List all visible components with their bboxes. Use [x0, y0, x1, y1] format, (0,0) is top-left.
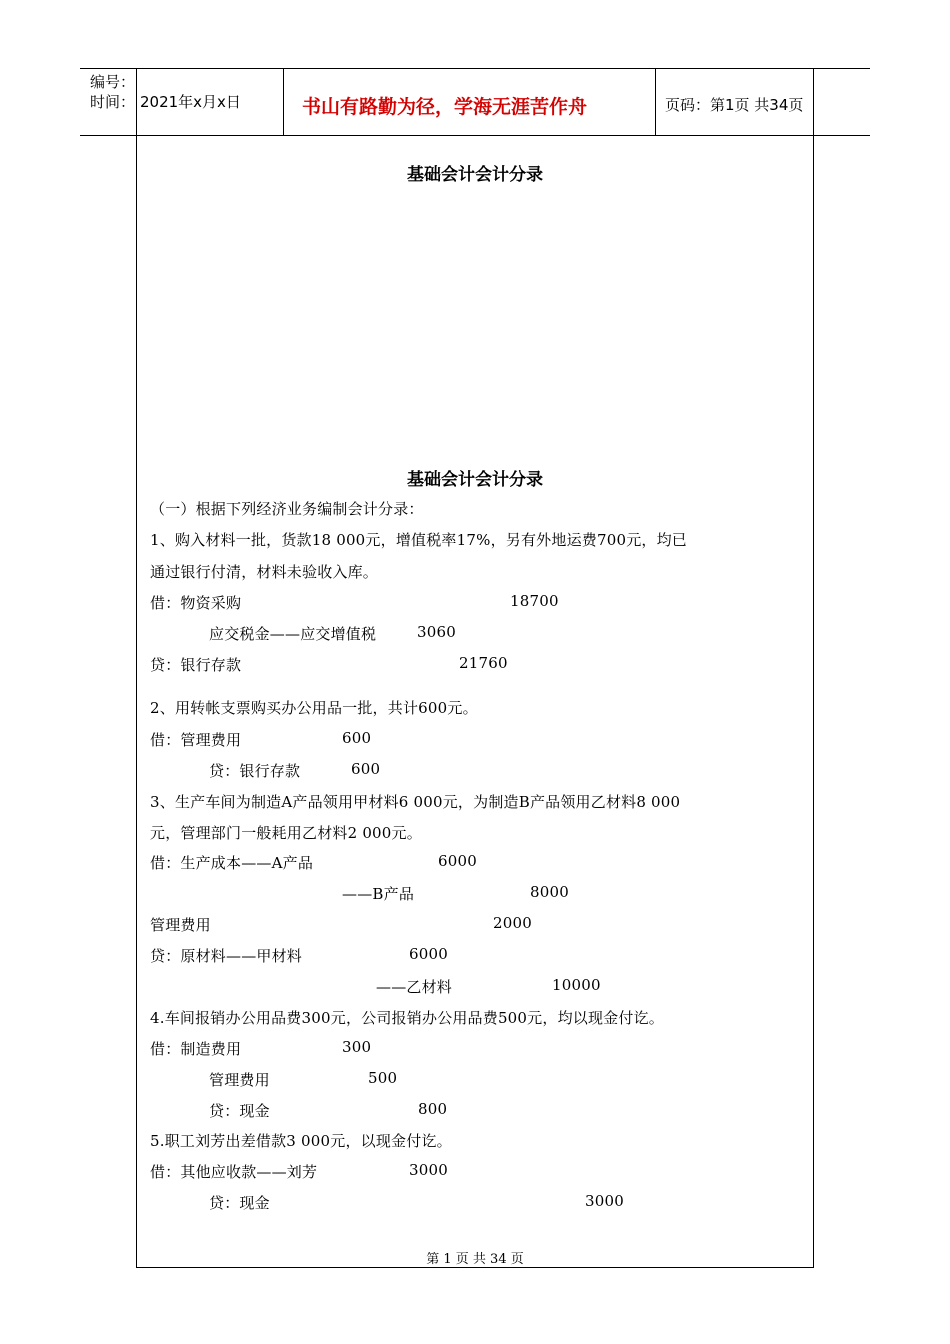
entry-label: 贷：现金	[209, 1194, 270, 1212]
text-line: 5.职工刘芳出差借款3 000元，以现金付讫。	[150, 1132, 452, 1150]
page-border-bottom	[136, 1267, 814, 1268]
text-line: （一）根据下列经济业务编制会计分录：	[150, 500, 424, 518]
entry-amount: 3000	[409, 1161, 448, 1179]
text-line: 元，管理部门一般耗用乙材料2 000元。	[150, 824, 422, 842]
entry-label: 贷：银行存款	[209, 762, 301, 780]
header-bottom-rule	[80, 135, 870, 136]
page-footer: 第 1 页 共 34 页	[426, 1252, 524, 1267]
header-page-label: 页码：第1页 共34页	[665, 96, 804, 114]
entry-amount: 800	[418, 1100, 448, 1118]
entry-label: ——B产品	[342, 885, 415, 903]
entry-amount: 300	[342, 1038, 372, 1056]
entry-amount: 8000	[530, 883, 569, 901]
text-line: 3、生产车间为制造A产品领用甲材料6 000元，为制造B产品领用乙材料8 000	[150, 793, 681, 811]
header-time-label: 时间：	[90, 93, 136, 111]
entry-amount: 500	[368, 1069, 398, 1087]
entry-amount: 600	[342, 729, 372, 747]
entry-label: 贷：现金	[209, 1102, 270, 1120]
entry-label: 借：物资采购	[150, 594, 242, 612]
text-line: 2、用转帐支票购买办公用品一批，共计600元。	[150, 699, 478, 717]
entry-amount: 2000	[493, 914, 532, 932]
entry-amount: 18700	[510, 592, 559, 610]
entry-amount: 3000	[585, 1192, 624, 1210]
doc-title-main: 基础会计会计分录	[407, 470, 543, 490]
page-border-left	[136, 68, 137, 1268]
header-motto: 书山有路勤为径，学海无涯苦作舟	[302, 96, 588, 118]
header-date: 2021年x月x日	[140, 93, 241, 111]
text-line: 4.车间报销办公用品费300元，公司报销办公用品费500元，均以现金付讫。	[150, 1009, 664, 1027]
entry-label: 贷：原材料——甲材料	[150, 947, 303, 965]
header-divider-2	[655, 68, 656, 136]
entry-label: 借：生产成本——A产品	[150, 854, 314, 872]
header-divider-1	[283, 68, 284, 136]
entry-label: 贷：银行存款	[150, 656, 242, 674]
entry-label: 借：其他应收款——刘芳	[150, 1163, 318, 1181]
entry-label: ——乙材料	[376, 978, 453, 996]
entry-label: 应交税金——应交增值税	[209, 625, 377, 643]
header-top-rule	[80, 68, 870, 69]
entry-label: 管理费用	[209, 1071, 270, 1089]
entry-amount: 3060	[417, 623, 456, 641]
entry-amount: 10000	[552, 976, 601, 994]
entry-amount: 21760	[459, 654, 508, 672]
entry-amount: 6000	[409, 945, 448, 963]
entry-label: 管理费用	[150, 916, 211, 934]
text-line: 1、购入材料一批，货款18 000元，增值税率17%，另有外地运费700元，均已	[150, 531, 688, 549]
entry-amount: 600	[351, 760, 381, 778]
doc-title-top: 基础会计会计分录	[407, 165, 543, 185]
entry-label: 借：制造费用	[150, 1040, 242, 1058]
header-number-label: 编号：	[90, 73, 136, 91]
entry-amount: 6000	[438, 852, 477, 870]
text-line: 通过银行付清，材料未验收入库。	[150, 563, 379, 581]
entry-label: 借：管理费用	[150, 731, 242, 749]
page-border-right	[813, 68, 814, 1268]
